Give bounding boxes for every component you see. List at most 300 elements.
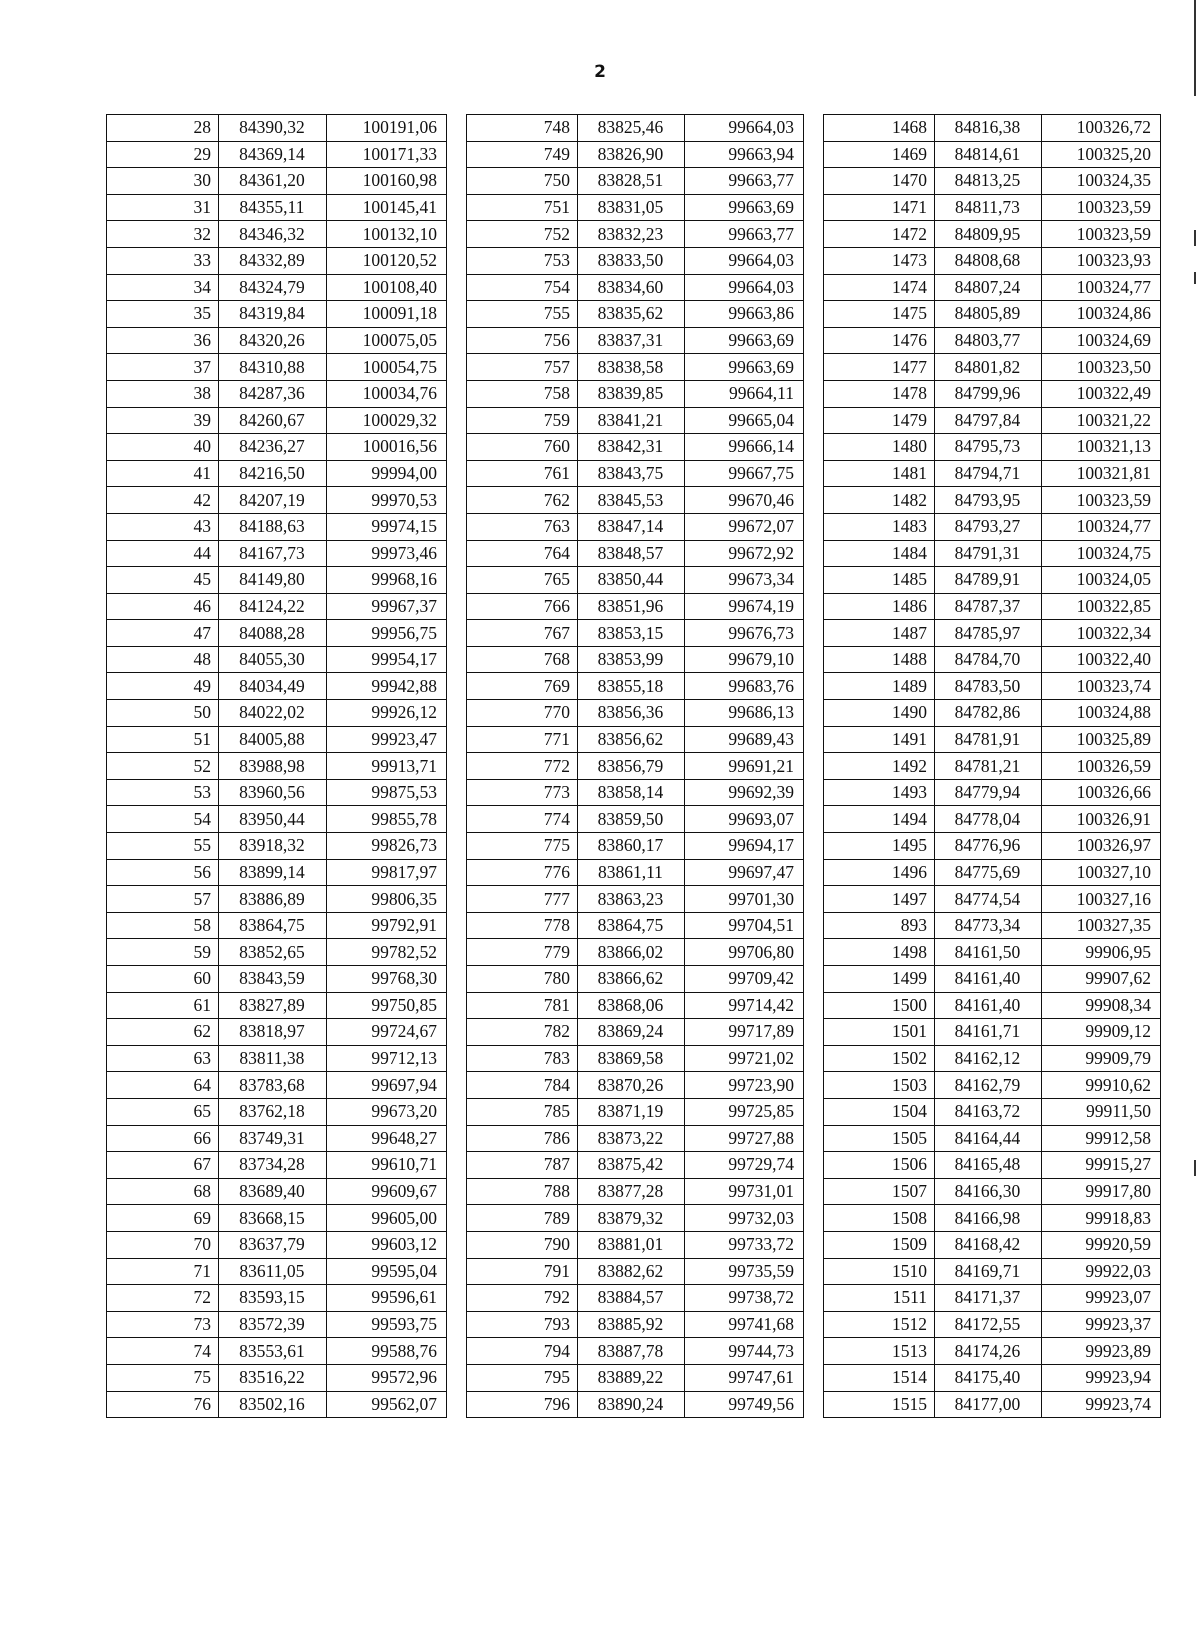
table-row [107,1205,447,1232]
point-number-cell: 1506 [824,1152,935,1179]
point-number-cell: 795 [467,1364,578,1391]
x-coordinate-cell: 84171,37 [934,1285,1041,1312]
x-coordinate-cell: 83749,31 [218,1125,326,1152]
point-number-cell: 70 [107,1231,219,1258]
point-number-cell: 1481 [824,460,935,487]
x-coordinate-cell: 84320,26 [218,327,326,354]
point-number-cell: 74 [107,1338,219,1365]
point-number-cell: 57 [107,886,219,913]
point-number-cell: 752 [467,221,578,248]
table-row [467,1019,804,1046]
y-coordinate-cell: 99663,77 [684,221,803,248]
y-coordinate-cell: 100327,10 [1041,859,1160,886]
x-coordinate-cell: 83882,62 [577,1258,684,1285]
y-coordinate-cell: 99906,95 [1041,939,1160,966]
table-row [824,673,1161,700]
y-coordinate-cell: 99917,80 [1041,1178,1160,1205]
point-number-cell: 1470 [824,168,935,195]
point-number-cell: 773 [467,779,578,806]
x-coordinate-cell: 84149,80 [218,567,326,594]
point-number-cell: 761 [467,460,578,487]
point-number-cell: 1511 [824,1285,935,1312]
point-number-cell: 1498 [824,939,935,966]
y-coordinate-cell: 99909,12 [1041,1019,1160,1046]
y-coordinate-cell: 100321,81 [1041,460,1160,487]
point-number-cell: 1507 [824,1178,935,1205]
y-coordinate-cell: 99747,61 [684,1364,803,1391]
table-row [107,939,447,966]
x-coordinate-cell: 83856,79 [577,753,684,780]
y-coordinate-cell: 100326,59 [1041,753,1160,780]
table-row [467,1205,804,1232]
x-coordinate-cell: 83668,15 [218,1205,326,1232]
table-row [467,726,804,753]
point-number-cell: 1502 [824,1045,935,1072]
y-coordinate-cell: 99922,03 [1041,1258,1160,1285]
point-number-cell: 794 [467,1338,578,1365]
x-coordinate-cell: 84188,63 [218,513,326,540]
table-row [107,1391,447,1418]
y-coordinate-cell: 99994,00 [326,460,446,487]
x-coordinate-cell: 84169,71 [934,1258,1041,1285]
x-coordinate-cell: 83853,99 [577,646,684,673]
x-coordinate-cell: 83887,78 [577,1338,684,1365]
point-number-cell: 788 [467,1178,578,1205]
table-row [824,1205,1161,1232]
point-number-cell: 776 [467,859,578,886]
point-number-cell: 72 [107,1285,219,1312]
x-coordinate-cell: 84175,40 [934,1364,1041,1391]
y-coordinate-cell: 99709,42 [684,966,803,993]
coordinates-table-1 [106,114,447,1418]
table-row [467,141,804,168]
point-number-cell: 763 [467,513,578,540]
table-row [107,487,447,514]
table-row [824,1258,1161,1285]
x-coordinate-cell: 83593,15 [218,1285,326,1312]
point-number-cell: 789 [467,1205,578,1232]
point-number-cell: 758 [467,380,578,407]
x-coordinate-cell: 84801,82 [934,354,1041,381]
y-coordinate-cell: 99663,94 [684,141,803,168]
point-number-cell: 753 [467,247,578,274]
table-row [824,779,1161,806]
table-row [824,301,1161,328]
point-number-cell: 785 [467,1098,578,1125]
table-row [107,1258,447,1285]
x-coordinate-cell: 83516,22 [218,1364,326,1391]
table-row [824,407,1161,434]
point-number-cell: 793 [467,1311,578,1338]
y-coordinate-cell: 100160,98 [326,168,446,195]
table-row [107,859,447,886]
x-coordinate-cell: 84799,96 [934,380,1041,407]
x-coordinate-cell: 83881,01 [577,1231,684,1258]
x-coordinate-cell: 84164,44 [934,1125,1041,1152]
x-coordinate-cell: 84310,88 [218,354,326,381]
x-coordinate-cell: 84784,70 [934,646,1041,673]
x-coordinate-cell: 84797,84 [934,407,1041,434]
point-number-cell: 781 [467,992,578,1019]
table-row [107,646,447,673]
table-row [467,646,804,673]
y-coordinate-cell: 99603,12 [326,1231,446,1258]
y-coordinate-cell: 99562,07 [326,1391,446,1418]
point-number-cell: 1509 [824,1231,935,1258]
x-coordinate-cell: 84794,71 [934,460,1041,487]
point-number-cell: 760 [467,434,578,461]
table-row [467,753,804,780]
table-row [824,567,1161,594]
table-row [824,912,1161,939]
x-coordinate-cell: 84774,54 [934,886,1041,913]
x-coordinate-cell: 84805,89 [934,301,1041,328]
y-coordinate-cell: 99665,04 [684,407,803,434]
x-coordinate-cell: 84808,68 [934,247,1041,274]
table-row [824,1045,1161,1072]
y-coordinate-cell: 100326,97 [1041,833,1160,860]
y-coordinate-cell: 100326,91 [1041,806,1160,833]
y-coordinate-cell: 100324,05 [1041,567,1160,594]
point-number-cell: 76 [107,1391,219,1418]
x-coordinate-cell: 84355,11 [218,194,326,221]
point-number-cell: 31 [107,194,219,221]
y-coordinate-cell: 99923,37 [1041,1311,1160,1338]
x-coordinate-cell: 84785,97 [934,620,1041,647]
x-coordinate-cell: 84807,24 [934,274,1041,301]
table-row [107,1152,447,1179]
y-coordinate-cell: 100322,34 [1041,620,1160,647]
x-coordinate-cell: 84005,88 [218,726,326,753]
table-row [107,779,447,806]
point-number-cell: 35 [107,301,219,328]
table-row [467,1098,804,1125]
point-number-cell: 770 [467,700,578,727]
x-coordinate-cell: 83960,56 [218,779,326,806]
x-coordinate-cell: 83889,22 [577,1364,684,1391]
table-row [467,886,804,913]
x-coordinate-cell: 83873,22 [577,1125,684,1152]
x-coordinate-cell: 83869,58 [577,1045,684,1072]
point-number-cell: 44 [107,540,219,567]
point-number-cell: 754 [467,274,578,301]
x-coordinate-cell: 83637,79 [218,1231,326,1258]
x-coordinate-cell: 84287,36 [218,380,326,407]
table-row [824,726,1161,753]
point-number-cell: 1479 [824,407,935,434]
y-coordinate-cell: 99968,16 [326,567,446,594]
y-coordinate-cell: 99706,80 [684,939,803,966]
x-coordinate-cell: 83834,60 [577,274,684,301]
table-row [467,274,804,301]
y-coordinate-cell: 99926,12 [326,700,446,727]
x-coordinate-cell: 84813,25 [934,168,1041,195]
x-coordinate-cell: 84775,69 [934,859,1041,886]
table-row [107,274,447,301]
point-number-cell: 779 [467,939,578,966]
y-coordinate-cell: 99826,73 [326,833,446,860]
y-coordinate-cell: 99663,69 [684,327,803,354]
point-number-cell: 787 [467,1152,578,1179]
point-number-cell: 36 [107,327,219,354]
x-coordinate-cell: 83762,18 [218,1098,326,1125]
y-coordinate-cell: 99596,61 [326,1285,446,1312]
point-number-cell: 757 [467,354,578,381]
point-number-cell: 62 [107,1019,219,1046]
table-row [824,513,1161,540]
x-coordinate-cell: 83611,05 [218,1258,326,1285]
table-row [107,1098,447,1125]
point-number-cell: 1496 [824,859,935,886]
x-coordinate-cell: 83864,75 [218,912,326,939]
table-row [467,460,804,487]
point-number-cell: 29 [107,141,219,168]
x-coordinate-cell: 83861,11 [577,859,684,886]
x-coordinate-cell: 84781,21 [934,753,1041,780]
x-coordinate-cell: 83845,53 [577,487,684,514]
y-coordinate-cell: 99672,92 [684,540,803,567]
table-row [467,1152,804,1179]
point-number-cell: 1469 [824,141,935,168]
table-row [107,1045,447,1072]
y-coordinate-cell: 99725,85 [684,1098,803,1125]
x-coordinate-cell: 84795,73 [934,434,1041,461]
x-coordinate-cell: 84088,28 [218,620,326,647]
x-coordinate-cell: 84163,72 [934,1098,1041,1125]
scan-edge-line [1194,0,1196,96]
y-coordinate-cell: 99956,75 [326,620,446,647]
point-number-cell: 61 [107,992,219,1019]
x-coordinate-cell: 83871,19 [577,1098,684,1125]
point-number-cell: 786 [467,1125,578,1152]
y-coordinate-cell: 99663,69 [684,194,803,221]
y-coordinate-cell: 99693,07 [684,806,803,833]
y-coordinate-cell: 99664,03 [684,274,803,301]
point-number-cell: 59 [107,939,219,966]
x-coordinate-cell: 83899,14 [218,859,326,886]
y-coordinate-cell: 99909,79 [1041,1045,1160,1072]
table-row [824,380,1161,407]
point-number-cell: 893 [824,912,935,939]
point-number-cell: 1476 [824,327,935,354]
y-coordinate-cell: 99648,27 [326,1125,446,1152]
y-coordinate-cell: 99749,56 [684,1391,803,1418]
y-coordinate-cell: 99663,86 [684,301,803,328]
coordinates-table-2 [466,114,804,1418]
table-row [824,141,1161,168]
point-number-cell: 790 [467,1231,578,1258]
table-row [824,966,1161,993]
point-number-cell: 60 [107,966,219,993]
y-coordinate-cell: 99741,68 [684,1311,803,1338]
table-row [107,1338,447,1365]
y-coordinate-cell: 99792,91 [326,912,446,939]
table-row [467,593,804,620]
y-coordinate-cell: 99676,73 [684,620,803,647]
x-coordinate-cell: 83864,75 [577,912,684,939]
x-coordinate-cell: 83839,85 [577,380,684,407]
x-coordinate-cell: 83855,18 [577,673,684,700]
point-number-cell: 1493 [824,779,935,806]
x-coordinate-cell: 84779,94 [934,779,1041,806]
point-number-cell: 64 [107,1072,219,1099]
point-number-cell: 1513 [824,1338,935,1365]
table-row [107,886,447,913]
y-coordinate-cell: 100324,86 [1041,301,1160,328]
point-number-cell: 767 [467,620,578,647]
x-coordinate-cell: 83783,68 [218,1072,326,1099]
x-coordinate-cell: 84781,91 [934,726,1041,753]
point-number-cell: 30 [107,168,219,195]
point-number-cell: 28 [107,115,219,142]
point-number-cell: 775 [467,833,578,860]
y-coordinate-cell: 99875,53 [326,779,446,806]
x-coordinate-cell: 83950,44 [218,806,326,833]
table-row [107,434,447,461]
table-row [467,221,804,248]
table-row [824,194,1161,221]
x-coordinate-cell: 83828,51 [577,168,684,195]
y-coordinate-cell: 99923,47 [326,726,446,753]
scan-edge-line [1194,272,1196,284]
table-row [107,567,447,594]
x-coordinate-cell: 84778,04 [934,806,1041,833]
table-row [824,646,1161,673]
x-coordinate-cell: 83860,17 [577,833,684,860]
x-coordinate-cell: 83866,02 [577,939,684,966]
point-number-cell: 1505 [824,1125,935,1152]
table-row [107,380,447,407]
x-coordinate-cell: 83918,32 [218,833,326,860]
table-row [467,513,804,540]
point-number-cell: 73 [107,1311,219,1338]
y-coordinate-cell: 99672,07 [684,513,803,540]
point-number-cell: 68 [107,1178,219,1205]
point-number-cell: 1482 [824,487,935,514]
y-coordinate-cell: 100054,75 [326,354,446,381]
table-row [107,1178,447,1205]
table-row [467,1072,804,1099]
y-coordinate-cell: 100323,50 [1041,354,1160,381]
y-coordinate-cell: 100326,72 [1041,115,1160,142]
y-coordinate-cell: 100145,41 [326,194,446,221]
x-coordinate-cell: 84166,98 [934,1205,1041,1232]
y-coordinate-cell: 99674,19 [684,593,803,620]
point-number-cell: 1490 [824,700,935,727]
x-coordinate-cell: 84022,02 [218,700,326,727]
table-row [824,1311,1161,1338]
table-row [107,247,447,274]
x-coordinate-cell: 84161,40 [934,966,1041,993]
point-number-cell: 774 [467,806,578,833]
scan-edge-line [1194,1160,1196,1176]
x-coordinate-cell: 83879,32 [577,1205,684,1232]
x-coordinate-cell: 83734,28 [218,1152,326,1179]
point-number-cell: 1480 [824,434,935,461]
y-coordinate-cell: 99915,27 [1041,1152,1160,1179]
x-coordinate-cell: 84782,86 [934,700,1041,727]
table-row [107,753,447,780]
table-row [824,859,1161,886]
x-coordinate-cell: 84165,48 [934,1152,1041,1179]
table-row [824,274,1161,301]
y-coordinate-cell: 99664,03 [684,115,803,142]
y-coordinate-cell: 99723,90 [684,1072,803,1099]
point-number-cell: 63 [107,1045,219,1072]
y-coordinate-cell: 100327,16 [1041,886,1160,913]
y-coordinate-cell: 99717,89 [684,1019,803,1046]
table-row [824,886,1161,913]
table-row [467,700,804,727]
y-coordinate-cell: 99923,94 [1041,1364,1160,1391]
x-coordinate-cell: 83866,62 [577,966,684,993]
y-coordinate-cell: 99738,72 [684,1285,803,1312]
point-number-cell: 45 [107,567,219,594]
point-number-cell: 46 [107,593,219,620]
point-number-cell: 796 [467,1391,578,1418]
x-coordinate-cell: 84168,42 [934,1231,1041,1258]
table-row [107,673,447,700]
y-coordinate-cell: 100191,06 [326,115,446,142]
point-number-cell: 42 [107,487,219,514]
point-number-cell: 50 [107,700,219,727]
point-number-cell: 784 [467,1072,578,1099]
page-number: 2 [594,62,606,82]
point-number-cell: 75 [107,1364,219,1391]
table-row [824,620,1161,647]
x-coordinate-cell: 84055,30 [218,646,326,673]
y-coordinate-cell: 99750,85 [326,992,446,1019]
y-coordinate-cell: 99670,46 [684,487,803,514]
table-row [824,1231,1161,1258]
point-number-cell: 748 [467,115,578,142]
table-row [467,1178,804,1205]
table-row [824,1125,1161,1152]
y-coordinate-cell: 99973,46 [326,540,446,567]
y-coordinate-cell: 100016,56 [326,434,446,461]
table-row [824,1391,1161,1418]
point-number-cell: 67 [107,1152,219,1179]
table-row [467,779,804,806]
point-number-cell: 1485 [824,567,935,594]
point-number-cell: 783 [467,1045,578,1072]
table-row [824,1072,1161,1099]
x-coordinate-cell: 84161,71 [934,1019,1041,1046]
point-number-cell: 768 [467,646,578,673]
x-coordinate-cell: 83886,89 [218,886,326,913]
table-row [107,221,447,248]
y-coordinate-cell: 100324,77 [1041,274,1160,301]
y-coordinate-cell: 99907,62 [1041,966,1160,993]
table-row [467,859,804,886]
y-coordinate-cell: 99721,02 [684,1045,803,1072]
point-number-cell: 40 [107,434,219,461]
x-coordinate-cell: 83875,42 [577,1152,684,1179]
table-row [107,540,447,567]
point-number-cell: 1487 [824,620,935,647]
y-coordinate-cell: 99664,03 [684,247,803,274]
x-coordinate-cell: 84161,40 [934,992,1041,1019]
y-coordinate-cell: 100171,33 [326,141,446,168]
table-row [467,354,804,381]
point-number-cell: 39 [107,407,219,434]
y-coordinate-cell: 99912,58 [1041,1125,1160,1152]
point-number-cell: 1494 [824,806,935,833]
x-coordinate-cell: 83885,92 [577,1311,684,1338]
point-number-cell: 1478 [824,380,935,407]
y-coordinate-cell: 99923,89 [1041,1338,1160,1365]
point-number-cell: 69 [107,1205,219,1232]
